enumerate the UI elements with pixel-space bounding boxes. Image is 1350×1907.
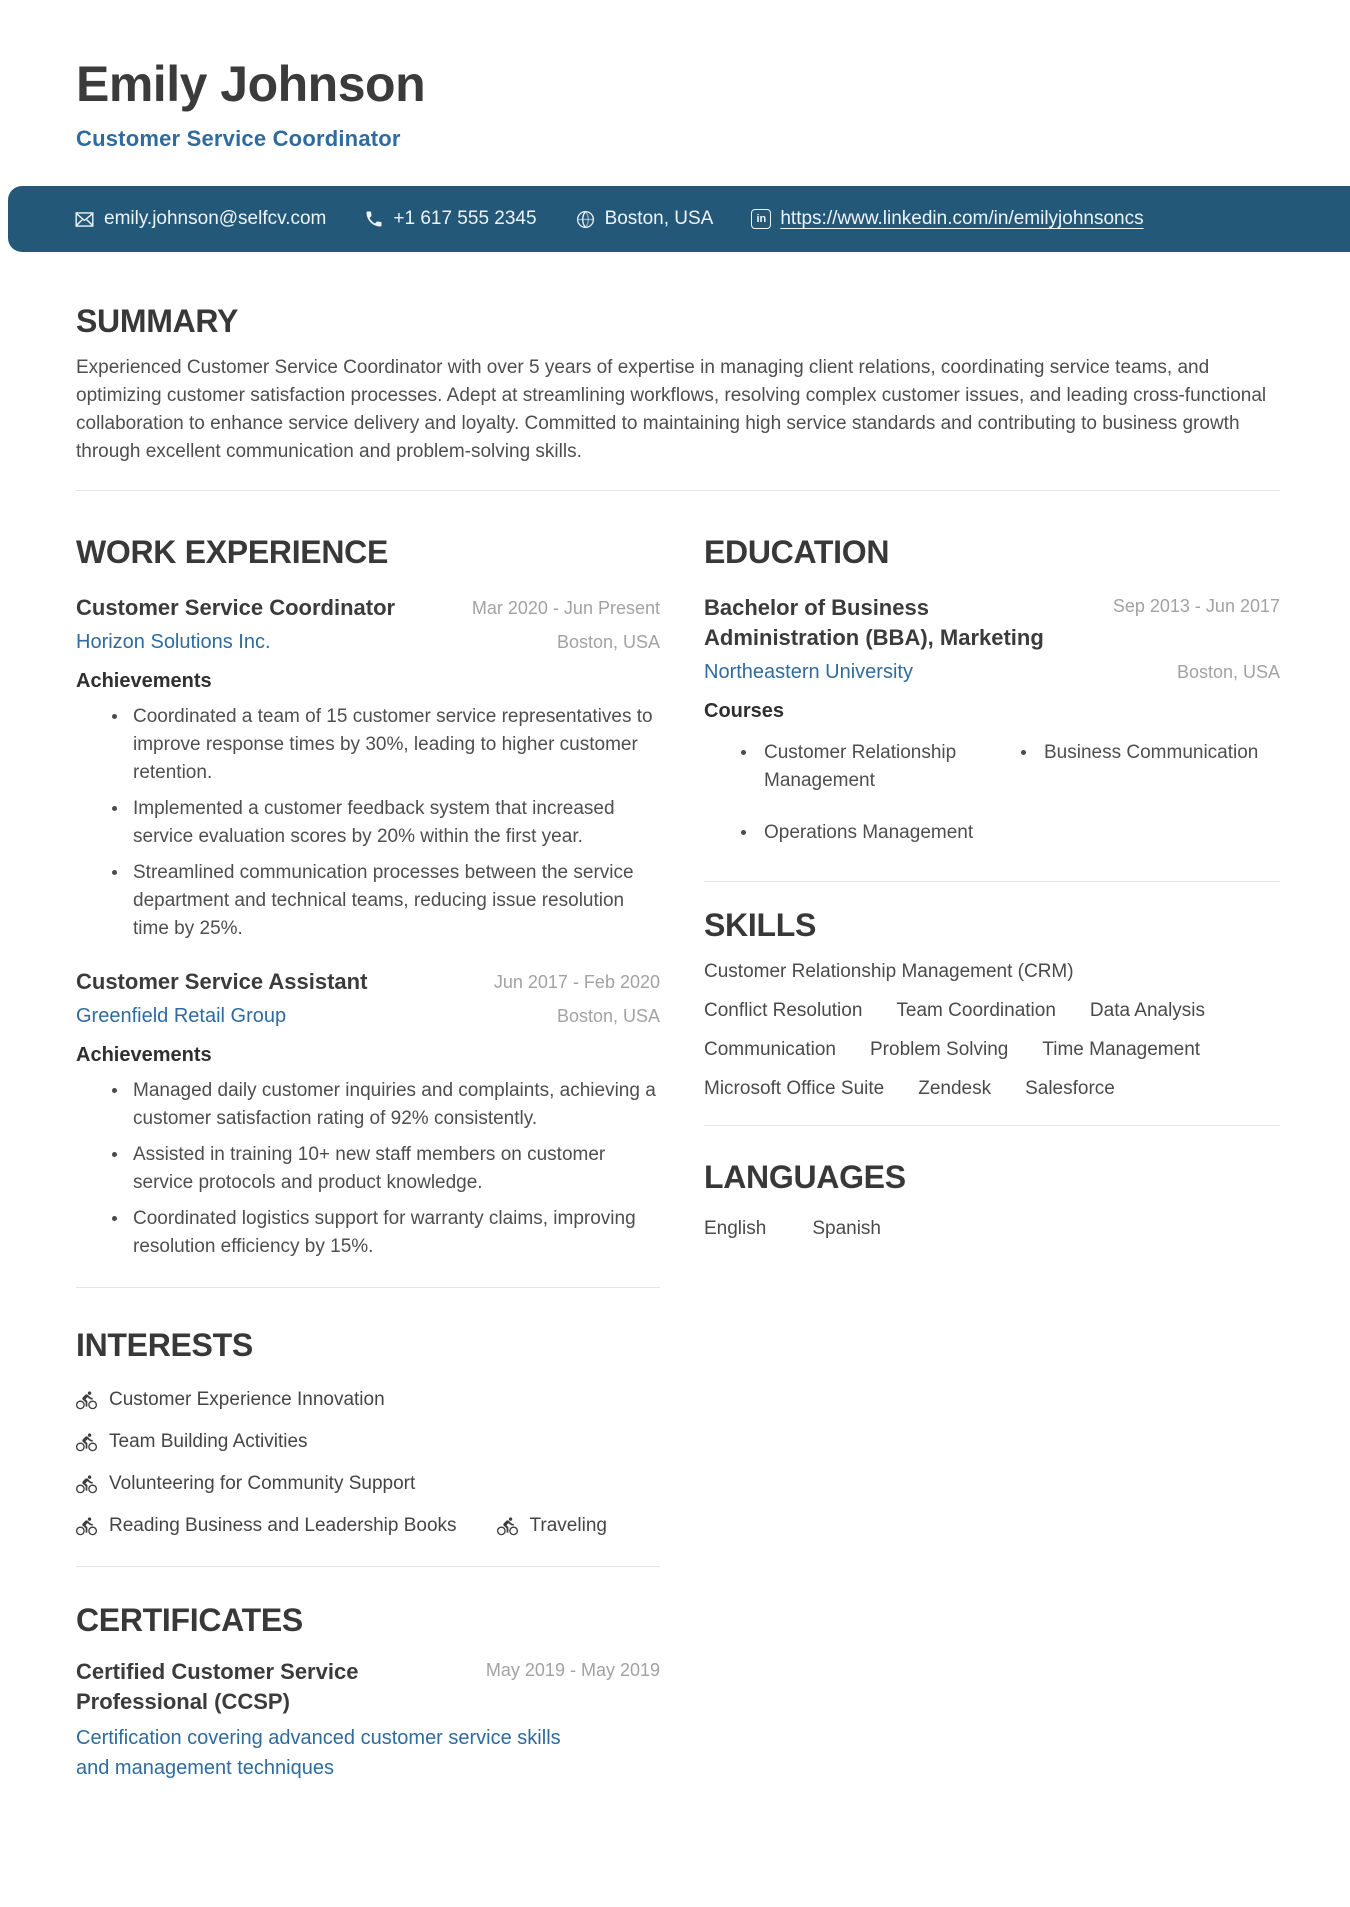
bicycle-icon <box>76 1516 97 1537</box>
contact-phone <box>364 208 536 230</box>
interest-row <box>76 1428 660 1456</box>
languages-heading: LANGUAGES <box>704 1159 906 1195</box>
interest-label: Traveling <box>529 1515 607 1536</box>
skill-item: Team Coordination <box>896 1000 1056 1021</box>
skill-item: Conflict Resolution <box>704 1000 863 1021</box>
certificate-dates: May 2019 - May 2019 <box>485 1660 660 1680</box>
job-entry <box>76 595 660 943</box>
courses-label: Courses <box>704 700 785 722</box>
interest-row <box>76 1470 660 1498</box>
bicycle-icon <box>76 1390 97 1411</box>
envelope-icon <box>74 209 95 230</box>
achievement-item: Streamlined communication processes between the service department and technical teams, reducing issue resolution time by 25%. <box>133 859 660 943</box>
two-column-body <box>76 535 1280 1783</box>
globe-icon <box>575 209 596 230</box>
education-header <box>704 593 1280 653</box>
course-item: Operations Management <box>704 819 984 847</box>
certificate-title: Certified Customer Service Professional (CCSP) <box>76 1659 359 1714</box>
summary-heading: SUMMARY <box>76 303 239 339</box>
contact-location <box>575 208 714 230</box>
contact-linkedin-link[interactable] <box>751 208 1143 230</box>
skill-item: Zendesk <box>918 1078 992 1099</box>
language-item: English <box>704 1218 767 1239</box>
skills-heading: SKILLS <box>704 907 816 943</box>
contact-email <box>74 208 326 230</box>
contact-linkedin-text: https://www.linkedin.com/in/emilyjohnsoncs <box>780 208 1144 229</box>
section-divider <box>704 881 1280 882</box>
achievements-list <box>76 703 660 943</box>
job-title: Customer Service Assistant <box>76 969 368 994</box>
interests-heading: INTERESTS <box>76 1327 253 1363</box>
job-dates: Mar 2020 - Jun Present <box>471 598 660 618</box>
courses-list <box>704 739 1280 847</box>
interest-item <box>76 1470 415 1498</box>
interests-list <box>76 1386 660 1540</box>
person-job-title: Customer Service Coordinator <box>76 126 401 151</box>
education-subheader <box>704 661 1280 684</box>
job-header <box>76 595 660 621</box>
linkedin-icon: in <box>751 209 771 229</box>
certificate-description: Certification covering advanced customer service skills and management techniques <box>76 1727 561 1779</box>
section-divider <box>76 490 1280 491</box>
certificates-heading: CERTIFICATES <box>76 1602 303 1638</box>
skill-item: Salesforce <box>1025 1078 1115 1099</box>
certificate-entry <box>76 1657 660 1783</box>
bicycle-icon <box>497 1516 518 1537</box>
skill-row <box>704 997 1280 1025</box>
achievement-item: Coordinated logistics support for warranty claims, improving resolution efficiency by 15%. <box>133 1205 660 1261</box>
interest-item <box>76 1386 385 1414</box>
interest-row <box>76 1386 660 1414</box>
skill-item: Time Management <box>1042 1039 1201 1060</box>
skill-item: Customer Relationship Management (CRM) <box>704 961 1074 982</box>
interest-label: Reading Business and Leadership Books <box>109 1515 457 1536</box>
job-header <box>76 969 660 995</box>
skill-item: Communication <box>704 1039 836 1060</box>
languages-section <box>704 1160 1280 1240</box>
education-location: Boston, USA <box>1176 662 1280 682</box>
section-divider <box>704 1125 1280 1126</box>
interests-section <box>76 1328 660 1540</box>
interest-row <box>76 1512 660 1540</box>
job-subheader <box>76 631 660 654</box>
summary-section <box>76 304 1280 466</box>
skills-section <box>704 908 1280 1103</box>
course-item: Business Communication <box>984 739 1280 795</box>
achievement-item: Assisted in training 10+ new staff members on customer service protocols and product knowledge. <box>133 1141 660 1197</box>
skill-item: Data Analysis <box>1089 1000 1206 1021</box>
degree-title: Bachelor of Business Administration (BBA), Marketing <box>704 595 1044 650</box>
skill-row <box>704 1036 1280 1064</box>
company-link[interactable]: Horizon Solutions Inc. <box>76 631 271 653</box>
left-column <box>76 535 660 1783</box>
interest-label: Customer Experience Innovation <box>109 1389 385 1410</box>
school-link[interactable]: Northeastern University <box>704 661 913 683</box>
education-dates: Sep 2013 - Jun 2017 <box>1112 596 1280 616</box>
phone-icon <box>364 209 384 229</box>
education-entry <box>704 593 1280 847</box>
person-name: Emily Johnson <box>76 56 426 112</box>
certificate-header <box>76 1657 660 1717</box>
skill-item: Problem Solving <box>870 1039 1009 1060</box>
achievements-label: Achievements <box>76 670 212 692</box>
interest-label: Team Building Activities <box>109 1431 308 1452</box>
achievement-item: Managed daily customer inquiries and complaints, achieving a customer satisfaction rating of 92% consistently. <box>133 1077 660 1133</box>
contact-email-text: emily.johnson@selfcv.com <box>104 208 327 229</box>
languages-list <box>704 1218 1280 1240</box>
skill-row <box>704 1075 1280 1103</box>
job-location: Boston, USA <box>556 632 660 652</box>
achievements-label: Achievements <box>76 1044 212 1066</box>
contact-location-text: Boston, USA <box>604 208 714 229</box>
skill-row <box>704 958 1280 986</box>
section-divider <box>76 1566 660 1567</box>
work-experience-heading: WORK EXPERIENCE <box>76 534 388 570</box>
education-heading: EDUCATION <box>704 534 890 570</box>
summary-text: Experienced Customer Service Coordinator with over 5 years of expertise in managing client relations, coordinating service teams, and optimizing customer satisfaction processes. Adept at streamlining workflows, resolving complex customer issues, and leading cross-functional collaboration to enhance service delivery and loyalty. Committed to maintaining high service standards and contributing to business growth through excellent communication and problem-solving skills. <box>76 357 1267 462</box>
achievement-item: Coordinated a team of 15 customer service representatives to improve response times by 30%, leading to higher customer retention. <box>133 703 660 787</box>
certificates-section <box>76 1603 660 1783</box>
contact-bar <box>8 186 1350 252</box>
contact-phone-text: +1 617 555 2345 <box>393 208 537 229</box>
job-dates: Jun 2017 - Feb 2020 <box>493 972 660 992</box>
bicycle-icon <box>76 1432 97 1453</box>
skills-list <box>704 958 1280 1103</box>
job-subheader <box>76 1005 660 1028</box>
course-item: Customer Relationship Management <box>704 739 984 795</box>
interest-label: Volunteering for Community Support <box>109 1473 416 1494</box>
right-column <box>704 535 1280 1240</box>
bicycle-icon <box>76 1474 97 1495</box>
language-item: Spanish <box>812 1218 881 1239</box>
interest-item <box>497 1512 607 1540</box>
achievement-item: Implemented a customer feedback system that increased service evaluation scores by 20% within the first year. <box>133 795 660 851</box>
achievements-list <box>76 1077 660 1261</box>
job-location: Boston, USA <box>556 1006 660 1026</box>
interest-item <box>76 1428 308 1456</box>
interest-item <box>76 1512 457 1540</box>
company-link[interactable]: Greenfield Retail Group <box>76 1005 287 1027</box>
section-divider <box>76 1287 660 1288</box>
job-entry <box>76 969 660 1261</box>
job-title: Customer Service Coordinator <box>76 595 396 620</box>
skill-item: Microsoft Office Suite <box>704 1078 885 1099</box>
